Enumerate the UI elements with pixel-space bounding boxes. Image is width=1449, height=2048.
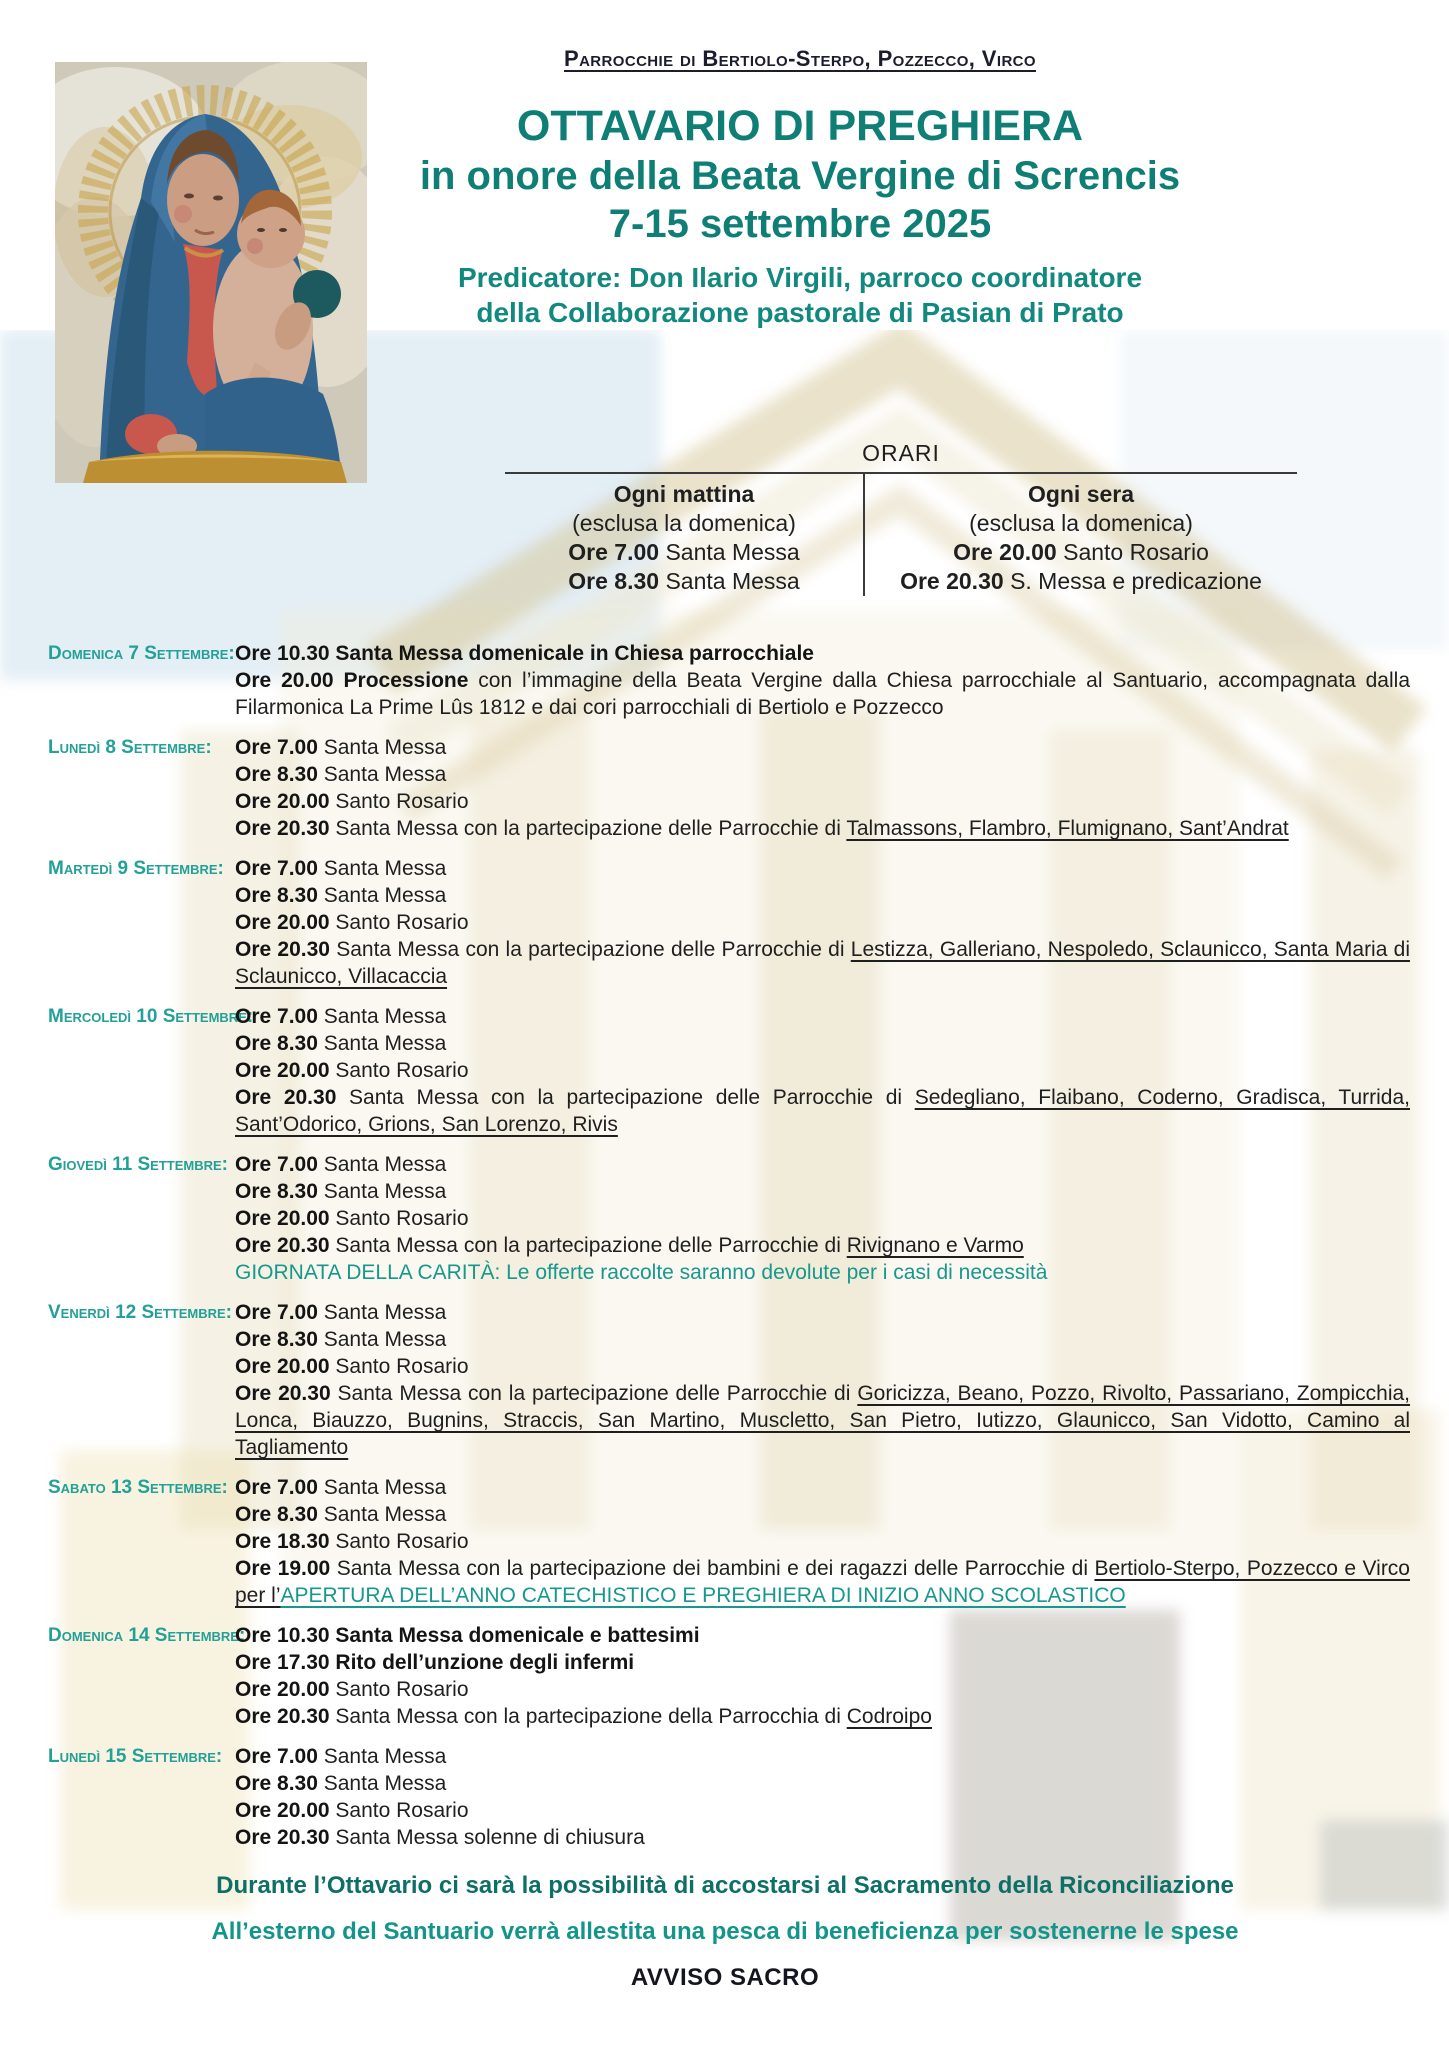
preacher-line-1: Predicatore: Don Ilario Virgili, parroco coordinatore	[457, 262, 1143, 293]
schedule-day-label: Lunedì 15 Settembre:	[48, 1746, 223, 1767]
schedule-line: Ore 7.00 Santa Messa	[235, 1301, 447, 1324]
title-line-3: 7-15 settembre 2025	[608, 202, 992, 246]
schedule-entry	[48, 1003, 1410, 1138]
orari-section	[505, 440, 1297, 596]
schedule-entry	[48, 1299, 1410, 1461]
schedule-line: Ore 20.00 Santo Rosario	[235, 1059, 469, 1082]
schedule-line: Ore 19.00 Santa Messa con la partecipazione dei bambini e dei ragazzi delle Parrocchie di Bertiolo-Sterpo, Pozzecco e Virco per l’APERTURA DELL’ANNO CATECHISTICO E PREGHIERA DI INIZIO ANNO SCOLASTICO	[235, 1557, 1410, 1607]
parish-list: Lestizza, Galleriano, Nespoledo, Sclaunicco, Santa Maria di Sclaunicco, Villacaccia	[235, 938, 1410, 988]
schedule-entry	[48, 1474, 1410, 1609]
schedule-lines	[235, 734, 1410, 842]
schedule-line: Ore 20.00 Santo Rosario	[235, 911, 469, 934]
schedule-entry	[48, 1622, 1410, 1730]
schedule-line: Ore 20.00 Santo Rosario	[235, 1207, 469, 1230]
schedule-entry	[48, 1151, 1410, 1286]
preacher-note	[300, 260, 1300, 330]
orari-evening-column	[863, 474, 1297, 596]
schedule-entry	[48, 855, 1410, 990]
schedule-line: Ore 7.00 Santa Messa	[235, 1005, 447, 1028]
schedule-line: Ore 7.00 Santa Messa	[235, 736, 447, 759]
parish-list: Rivignano e Varmo	[846, 1234, 1024, 1257]
parish-list: Sedegliano, Flaibano, Coderno, Gradisca, Turrida, Sant’Odorico, Grions, San Lorenzo, Rivis	[235, 1086, 1410, 1136]
orari-text: S. Messa e predicazione	[1010, 568, 1262, 594]
orari-time: Ore 8.30	[568, 568, 660, 594]
schedule-lines	[235, 640, 1410, 721]
schedule-line: Ore 8.30 Santa Messa	[235, 884, 447, 907]
orari-morning-title: Ogni mattina	[613, 481, 755, 507]
schedule-line: Ore 7.00 Santa Messa	[235, 857, 447, 880]
schedule-entry	[48, 1743, 1410, 1851]
schedule-day-label: Lunedì 8 Settembre:	[48, 737, 212, 758]
schedule-line: Ore 8.30 Santa Messa	[235, 1328, 447, 1351]
schedule-day-label: Sabato 13 Settembre:	[48, 1477, 228, 1498]
charity-raffle-note: All’esterno del Santuario verrà allestita una pesca di beneficienza per sostenerne le spese	[211, 1918, 1239, 1945]
orari-morning-subtitle: (esclusa la domenica)	[572, 510, 796, 536]
schedule-line: Ore 18.30 Santo Rosario	[235, 1530, 469, 1553]
schedule-line: Ore 20.00 Santo Rosario	[235, 1355, 469, 1378]
title-line-2: in onore della Beata Vergine di Screncis	[419, 154, 1181, 198]
orari-row	[505, 538, 863, 567]
schedule-lines	[235, 1151, 1410, 1286]
orari-text: Santo Rosario	[1063, 539, 1209, 565]
schedule-lines	[235, 1003, 1410, 1138]
schedule-line: Ore 20.30 Santa Messa con la partecipazione delle Parrocchie di Talmassons, Flambro, Flumignano, Sant’Andrat	[235, 817, 1289, 840]
schedule-line: Ore 20.00 Santo Rosario	[235, 1799, 469, 1822]
schedule-lines	[235, 1299, 1410, 1461]
schedule-line: Ore 7.00 Santa Messa	[235, 1476, 447, 1499]
poster-title	[300, 100, 1300, 248]
reconciliation-note: Durante l’Ottavario ci sarà la possibilità di accostarsi al Sacramento della Riconciliazione	[216, 1872, 1234, 1899]
schedule-day-label: Venerdì 12 Settembre:	[48, 1302, 232, 1323]
schedule-line: Ore 20.30 Santa Messa con la partecipazione della Parrocchia di Codroipo	[235, 1705, 932, 1728]
schedule-line: Ore 20.30 Santa Messa con la partecipazione delle Parrocchie di Rivignano e Varmo	[235, 1234, 1024, 1257]
schedule-day-label: Giovedì 11 Settembre:	[48, 1154, 228, 1175]
charity-note: GIORNATA DELLA CARITÀ: Le offerte raccolte saranno devolute per i casi di necessità	[235, 1261, 1048, 1284]
schedule-line: Ore 20.30 Santa Messa con la partecipazione delle Parrocchie di Goricizza, Beano, Pozzo, Rivolto, Passariano, Zompicchia, Lonca, Biauzzo, Bugnins, Straccis, San Martino, Muscletto, San Pietro, Iutizzo, Glaunicco, San Vidotto, Camino al Tagliamento	[235, 1382, 1411, 1459]
schedule-day-label: Domenica 14 Settembre:	[48, 1625, 246, 1646]
orari-row	[505, 567, 863, 596]
parish-header-text: Parrocchie di Bertiolo-Sterpo, Pozzecco, Virco	[564, 46, 1036, 71]
orari-evening-title: Ogni sera	[1027, 481, 1135, 507]
orari-morning-column	[505, 474, 863, 596]
apertura-anno-catechistico-text: APERTURA DELL’ANNO CATECHISTICO E PREGHIERA DI INIZIO ANNO SCOLASTICO	[280, 1584, 1126, 1607]
schedule-line: Ore 8.30 Santa Messa	[235, 1503, 447, 1526]
parish-list: Talmassons, Flambro, Flumignano, Sant’Andrat	[846, 817, 1289, 840]
schedule-lines	[235, 1622, 1410, 1730]
schedule-line: Ore 8.30 Santa Messa	[235, 1032, 447, 1055]
schedule-line: Ore 10.30 Santa Messa domenicale in Chiesa parrocchiale	[235, 642, 814, 665]
schedule-line: Ore 10.30 Santa Messa domenicale e battesimi	[235, 1624, 700, 1647]
schedule-line: Ore 20.30 Santa Messa con la partecipazione delle Parrocchie di Sedegliano, Flaibano, Coderno, Gradisca, Turrida, Sant’Odorico, Grions, San Lorenzo, Rivis	[235, 1086, 1410, 1136]
schedule-lines	[235, 855, 1410, 990]
avviso-sacro-tag: AVVISO SACRO	[630, 1964, 820, 1991]
schedule-line: Ore 20.30 Santa Messa con la partecipazione delle Parrocchie di Lestizza, Galleriano, Nespoledo, Sclaunicco, Santa Maria di Sclaunicco, Villacaccia	[235, 938, 1410, 988]
orari-heading: ORARI	[862, 440, 940, 466]
schedule-line: Ore 17.30 Rito dell’unzione degli infermi	[235, 1651, 635, 1674]
parish-header	[330, 46, 1270, 72]
schedule-line: Ore 8.30 Santa Messa	[235, 1772, 447, 1795]
parish-list: Codroipo	[846, 1705, 932, 1728]
schedule-line: Ore 20.00 Santo Rosario	[235, 1678, 469, 1701]
schedule-line: Ore 20.30 Santa Messa solenne di chiusura	[235, 1826, 645, 1849]
orari-time: Ore 20.00	[953, 539, 1057, 565]
title-line-1: OTTAVARIO DI PREGHIERA	[516, 102, 1084, 150]
orari-text: Santa Messa	[665, 568, 800, 594]
parish-list: Bertiolo-Sterpo, Pozzecco e Virco per l’	[235, 1557, 1410, 1607]
schedule-day-label: Martedì 9 Settembre:	[48, 858, 224, 879]
orari-text: Santa Messa	[665, 539, 800, 565]
schedule-lines	[235, 1743, 1410, 1851]
schedule-line: Ore 8.30 Santa Messa	[235, 1180, 447, 1203]
preacher-line-2: della Collaborazione pastorale di Pasian di Prato	[476, 297, 1124, 328]
parish-list: Goricizza, Beano, Pozzo, Rivolto, Passariano, Zompicchia, Lonca, Biauzzo, Bugnins, Straccis, San Martino, Muscletto, San Pietro, Iutizzo, Glaunicco, San Vidotto, Camino al Tagliamento	[235, 1382, 1411, 1459]
orari-time: Ore 20.30	[900, 568, 1004, 594]
schedule-day-label: Domenica 7 Settembre:	[48, 643, 235, 664]
schedule-line: Ore 8.30 Santa Messa	[235, 763, 447, 786]
orari-evening-subtitle: (esclusa la domenica)	[969, 510, 1193, 536]
schedule-entry	[48, 734, 1410, 842]
schedule-line: Ore 7.00 Santa Messa	[235, 1153, 447, 1176]
schedule-line: Ore 20.00 Santo Rosario	[235, 790, 469, 813]
orari-row	[865, 538, 1297, 567]
schedule-day-label: Mercoledì 10 Settembre:	[48, 1006, 254, 1027]
schedule	[48, 640, 1410, 1864]
orari-time: Ore 7.00	[568, 539, 660, 565]
schedule-line: Ore 20.00 Processione con l’immagine della Beata Vergine dalla Chiesa parrocchiale al Santuario, accompagnata dalla Filarmonica La Prime Lûs 1812 e dai cori parrocchiali di Bertiolo e Pozzecco	[235, 669, 1410, 719]
orari-row	[865, 567, 1297, 596]
schedule-entry	[48, 640, 1410, 721]
schedule-lines	[235, 1474, 1410, 1609]
schedule-line: Ore 7.00 Santa Messa	[235, 1745, 447, 1768]
